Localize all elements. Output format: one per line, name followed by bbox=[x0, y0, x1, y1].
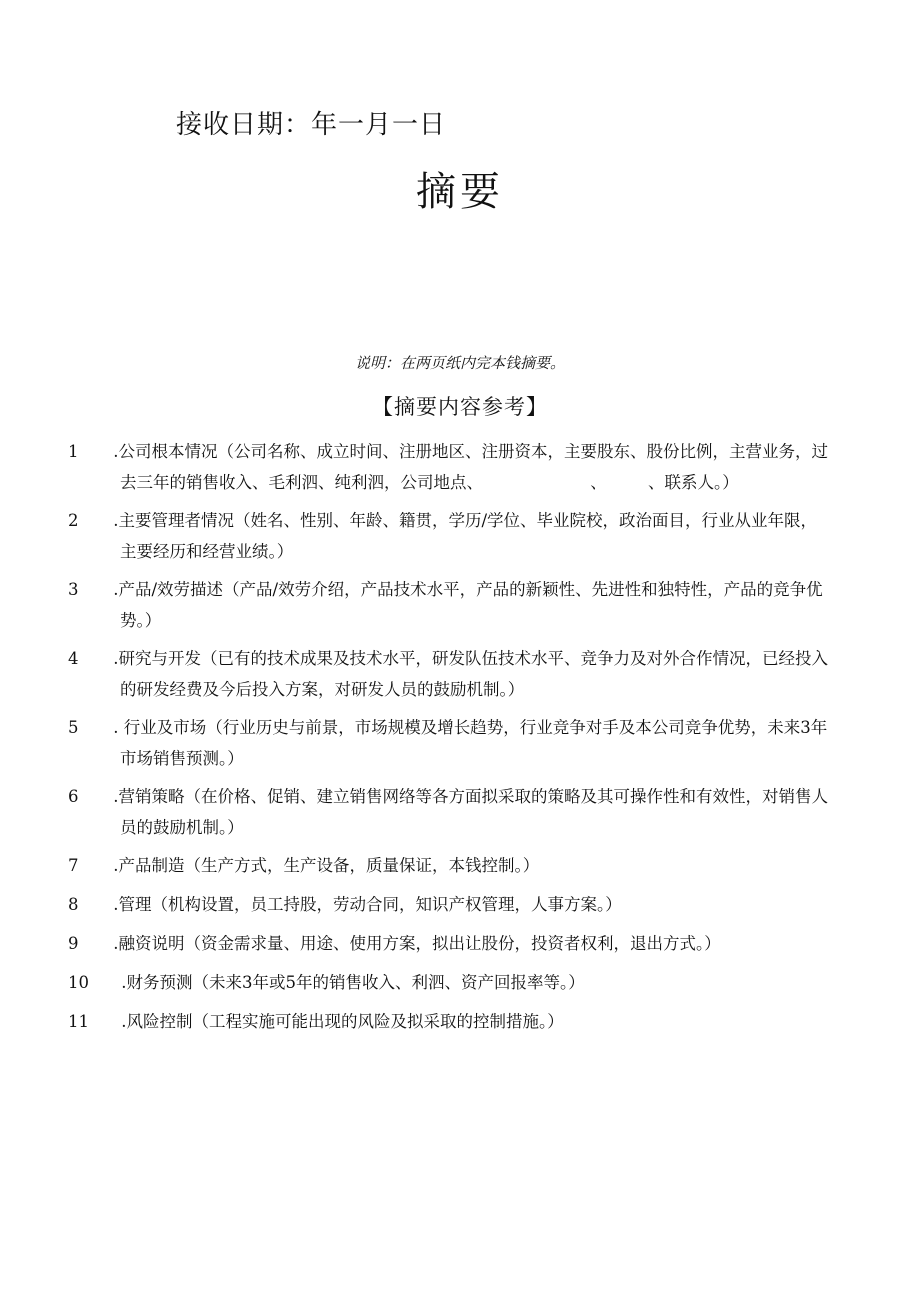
item-number: 8 bbox=[68, 895, 79, 914]
item-number: 5 bbox=[68, 718, 79, 737]
list-item bbox=[68, 850, 830, 881]
list-item bbox=[68, 781, 830, 843]
list-item bbox=[68, 436, 830, 498]
list-item bbox=[68, 643, 830, 705]
item-number: 6 bbox=[68, 787, 79, 806]
reference-item-list bbox=[68, 436, 830, 1045]
item-text: .主要管理者情况（姓名、性别、年龄、籍贯，学历/学位、毕业院校，政治面目，行业从业年限，主要经历和经营业绩。） bbox=[113, 511, 818, 561]
item-number: 3 bbox=[68, 580, 79, 599]
item-number: 11 bbox=[68, 1012, 89, 1031]
list-item bbox=[68, 1006, 830, 1037]
reference-heading: 【摘要内容参考】 bbox=[372, 395, 548, 419]
item-number: 1 bbox=[68, 442, 79, 461]
page-title: 摘要 bbox=[416, 169, 504, 215]
item-number: 9 bbox=[68, 934, 79, 953]
item-text: .研究与开发（已有的技术成果及技术水平，研发队伍技术水平、竞争力及对外合作情况，已经投入的研发经费及今后投入方案，对研发人员的鼓励机制。） bbox=[113, 649, 828, 699]
item-number: 2 bbox=[68, 511, 79, 530]
item-number: 10 bbox=[68, 973, 89, 992]
item-text: .融资说明（资金需求量、用途、使用方案，拟出让股份，投资者权利，退出方式。） bbox=[113, 934, 721, 953]
item-text: .营销策略（在价格、促销、建立销售网络等各方面拟采取的策略及其可操作性和有效性，对销售人员的鼓励机制。） bbox=[113, 787, 828, 837]
list-item bbox=[68, 505, 830, 567]
item-text: .产品/效劳描述（产品/效劳介绍，产品技术水平，产品的新颖性、先进性和独特性，产品的竞争优势。） bbox=[113, 580, 823, 630]
item-text: .公司根本情况（公司名称、成立时间、注册地区、注册资本，主要股东、股份比例，主营业务，过去三年的销售收入、毛利泗、纯利泗，公司地点、 、 、联系人。） bbox=[113, 442, 828, 492]
item-number: 4 bbox=[68, 649, 79, 668]
list-item bbox=[68, 889, 830, 920]
item-number: 7 bbox=[68, 856, 79, 875]
item-text: .财务预测（未来3年或5年的销售收入、利泗、资产回报率等。） bbox=[121, 973, 585, 992]
receive-date: 接收日期：年一月一日 bbox=[176, 110, 447, 140]
instruction-note: 说明：在两页纸内完本钱摘要。 bbox=[354, 354, 565, 372]
list-item bbox=[68, 712, 830, 774]
item-text: . 行业及市场（行业历史与前景，市场规模及增长趋势，行业竞争对手及本公司竞争优势，未来3年市场销售预测。） bbox=[113, 718, 828, 768]
list-item bbox=[68, 967, 830, 998]
item-text: .风险控制（工程实施可能出现的风险及拟采取的控制措施。） bbox=[121, 1012, 564, 1031]
item-text: .管理（机构设置，员工持股，劳动合同，知识产权管理，人事方案。） bbox=[113, 895, 622, 914]
list-item bbox=[68, 574, 830, 636]
item-text: .产品制造（生产方式，生产设备，质量保证，本钱控制。） bbox=[113, 856, 540, 875]
list-item bbox=[68, 928, 830, 959]
